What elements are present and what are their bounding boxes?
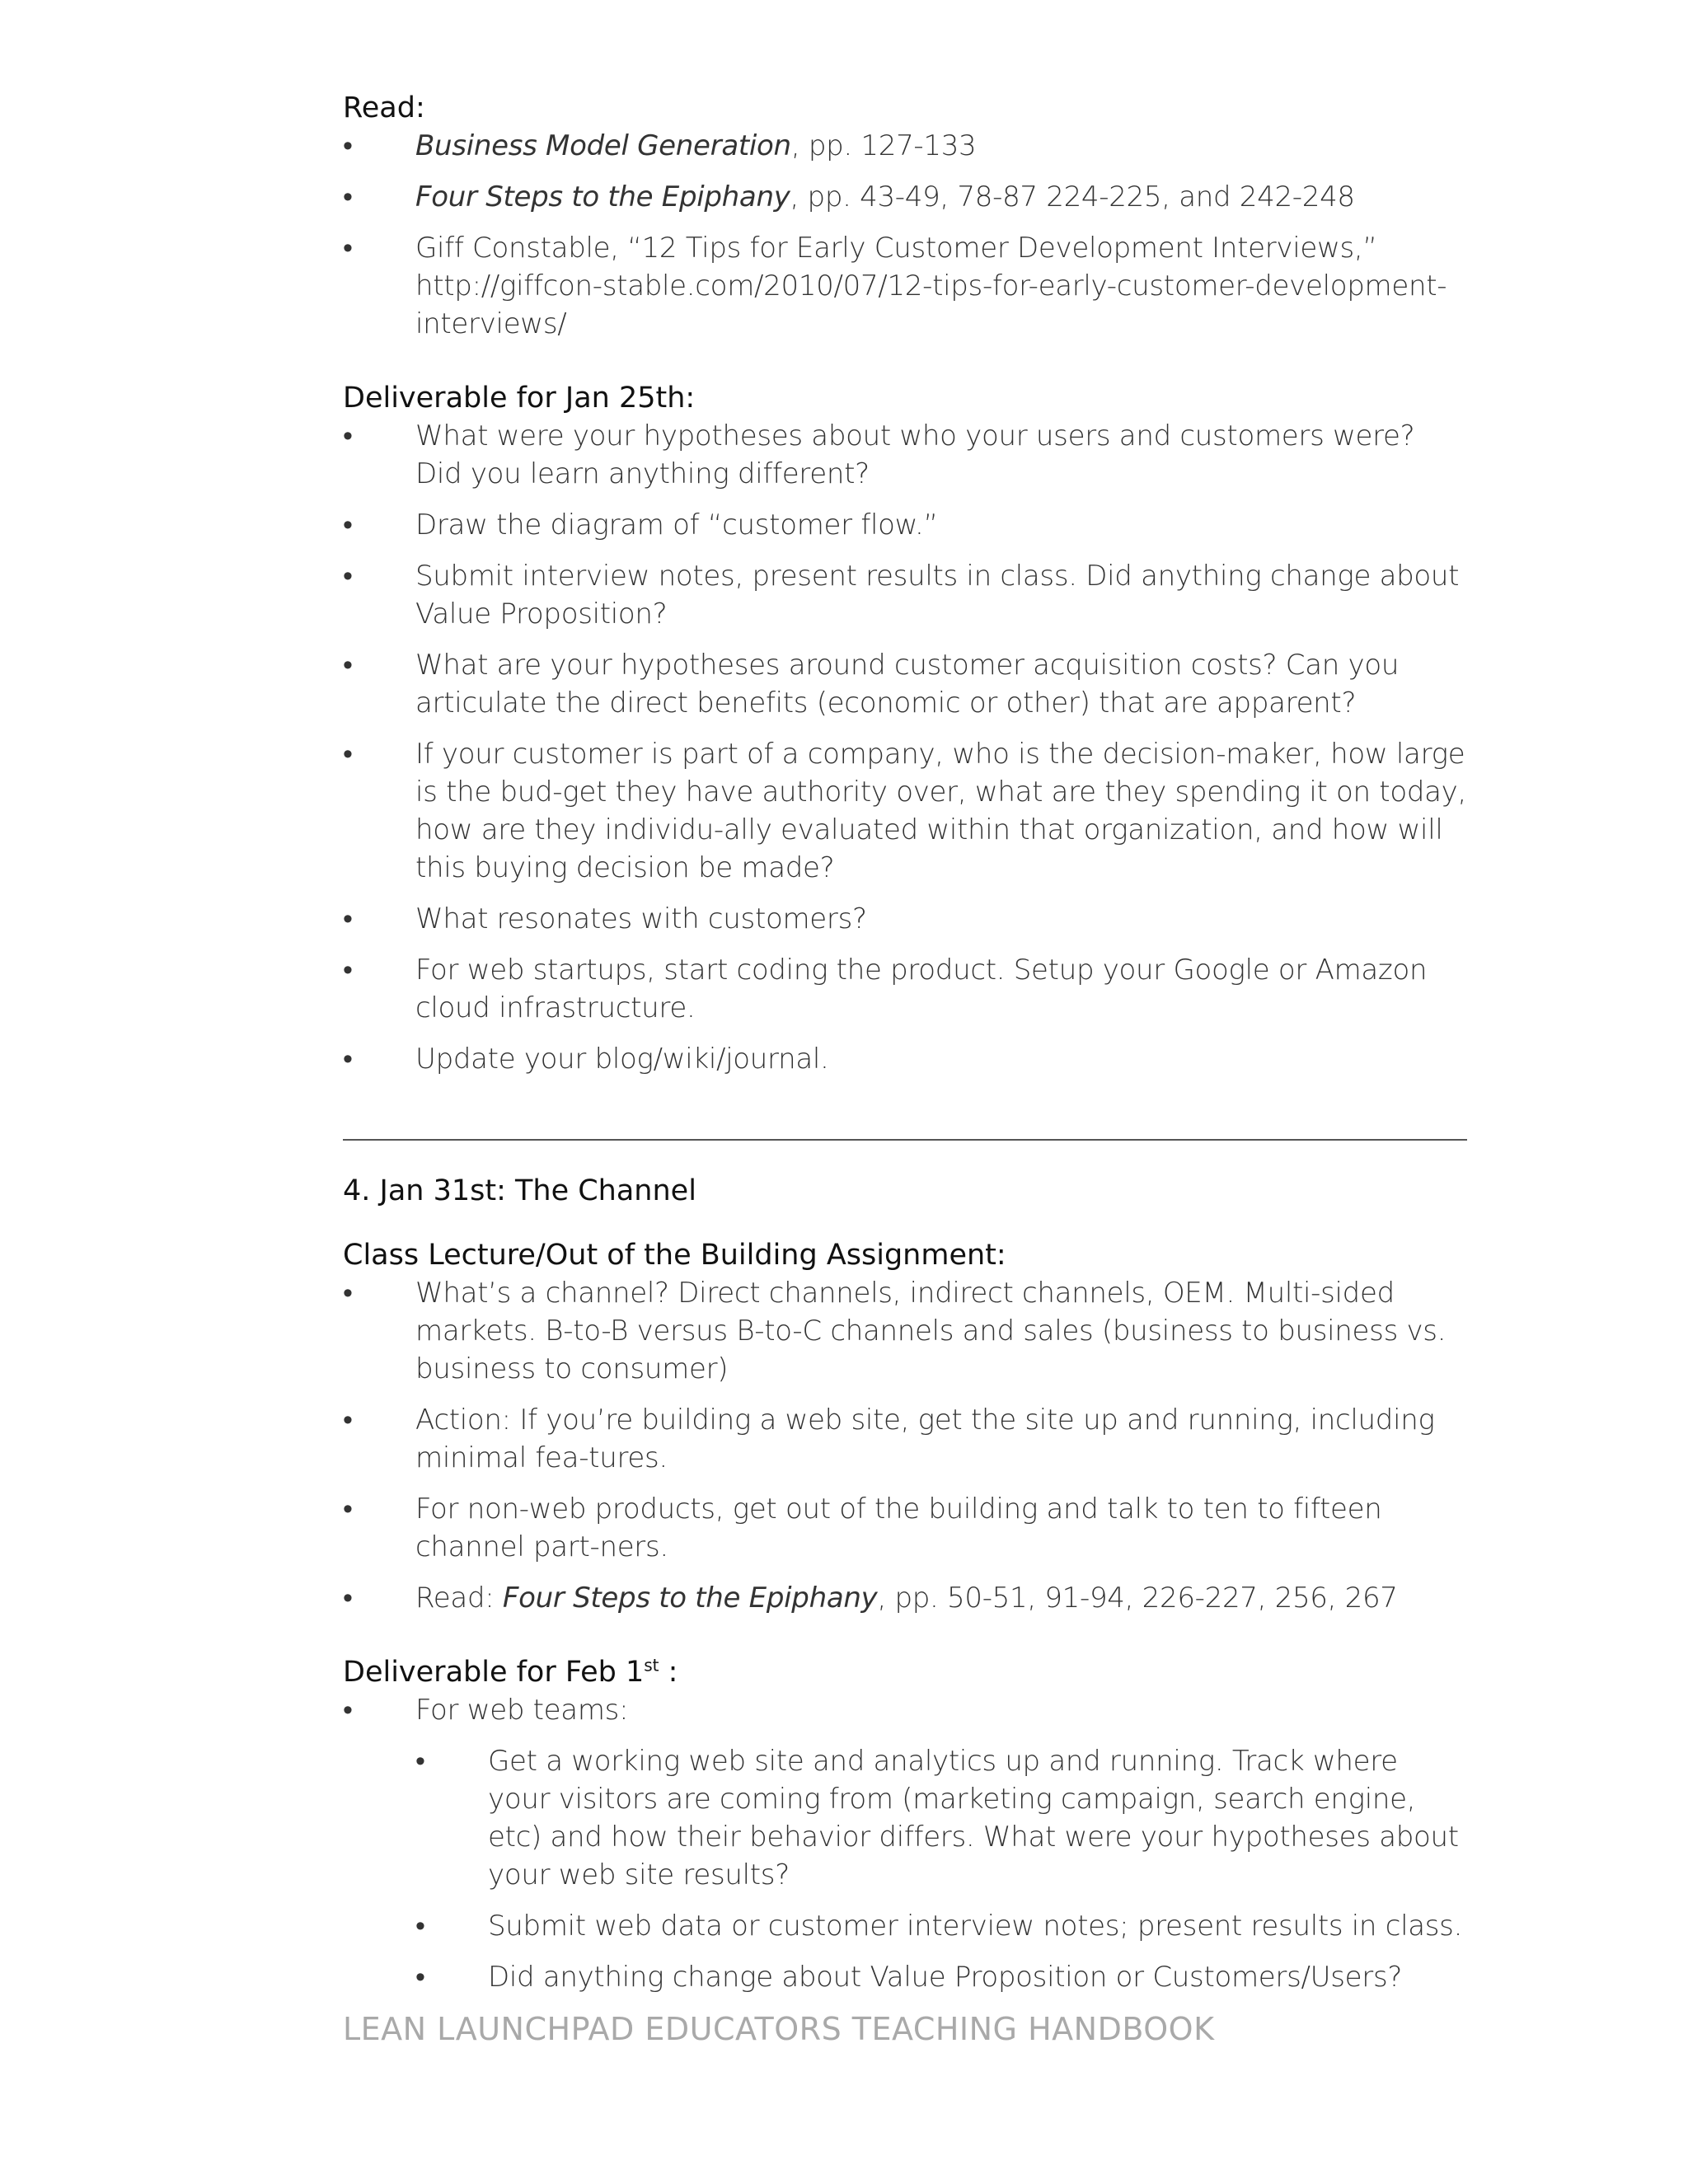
sub-list-item: • Submit web data or customer interview notes; present results in class. [415,1907,1467,1945]
list-item: • Draw the diagram of “customer flow.” [343,506,1467,544]
deliverable-jan25-list [343,417,1467,1078]
list-item: • What’s a channel? Direct channels, indirect channels, OEM. Multi-sided markets. B-to-B versus B-to-C channels and sales (business to business vs. business to consumer) [343,1274,1467,1388]
class-lecture-list [343,1274,1467,1617]
list-item [343,1691,1467,1996]
list-item: • For non-web products, get out of the building and talk to ten to fifteen channel part-ners. [343,1490,1467,1566]
list-item: • Read: Four Steps to the Epiphany, pp. 50-51, 91-94, 226-227, 256, 267 [343,1579,1467,1617]
deliverable-feb1-list [343,1691,1467,1996]
list-item: • What are your hypotheses around customer acquisition costs? Can you articulate the direct benefits (economic or other) that are apparent? [343,646,1467,722]
read-list [343,127,1467,343]
page-footer: LEAN LAUNCHPAD EDUCATORS TEACHING HANDBOOK [343,2011,1215,2047]
list-item: • If your customer is part of a company, who is the decision-maker, how large is the bud-get they have authority over, what are they spending it on today, how are they individu-ally evaluated within that organization, and how will this buying decision be made? [343,735,1467,887]
deliverable-jan25-heading: Deliverable for Jan 25th: [343,382,696,415]
read-item: • Four Steps to the Epiphany, pp. 43-49, 78-87 224-225, and 242-248 [343,178,1467,216]
sub-list-item: • Did anything change about Value Proposition or Customers/Users? [415,1958,1467,1996]
list-item: • For web startups, start coding the product. Setup your Google or Amazon cloud infrastructure. [343,951,1467,1027]
page-content [343,89,1467,1996]
web-teams-sublist [415,1742,1467,1996]
read-item: • Giff Constable, “12 Tips for Early Customer Development Interviews,” http://giffcon-stable.com/2010/07/12-tips-for-early-customer-development-interviews/ [343,229,1467,343]
read-heading: Read: [343,91,425,124]
list-item: • Update your blog/wiki/journal. [343,1040,1467,1078]
sub-list-item: • Get a working web site and analytics up and running. Track where your visitors are coming from (marketing campaign, search engine, etc) and how their behavior differs. What were your hypotheses about your web site results? [415,1742,1467,1894]
section-divider [343,1139,1467,1141]
web-teams-label: For web teams: [415,1694,629,1727]
list-item: • What were your hypotheses about who your users and customers were? Did you learn anything different? [343,417,1467,493]
list-item: • Submit interview notes, present results in class. Did anything change about Value Proposition? [343,557,1467,633]
deliverable-feb1-heading: Deliverable for Feb 1st : [343,1655,678,1689]
class-lecture-heading: Class Lecture/Out of the Building Assignment: [343,1239,1006,1272]
list-item: • What resonates with customers? [343,900,1467,938]
section-title: 4. Jan 31st: The Channel [343,1174,696,1207]
read-item: • Business Model Generation, pp. 127-133 [343,127,1467,165]
list-item: • Action: If you’re building a web site, get the site up and running, including minimal fea-tures. [343,1401,1467,1477]
